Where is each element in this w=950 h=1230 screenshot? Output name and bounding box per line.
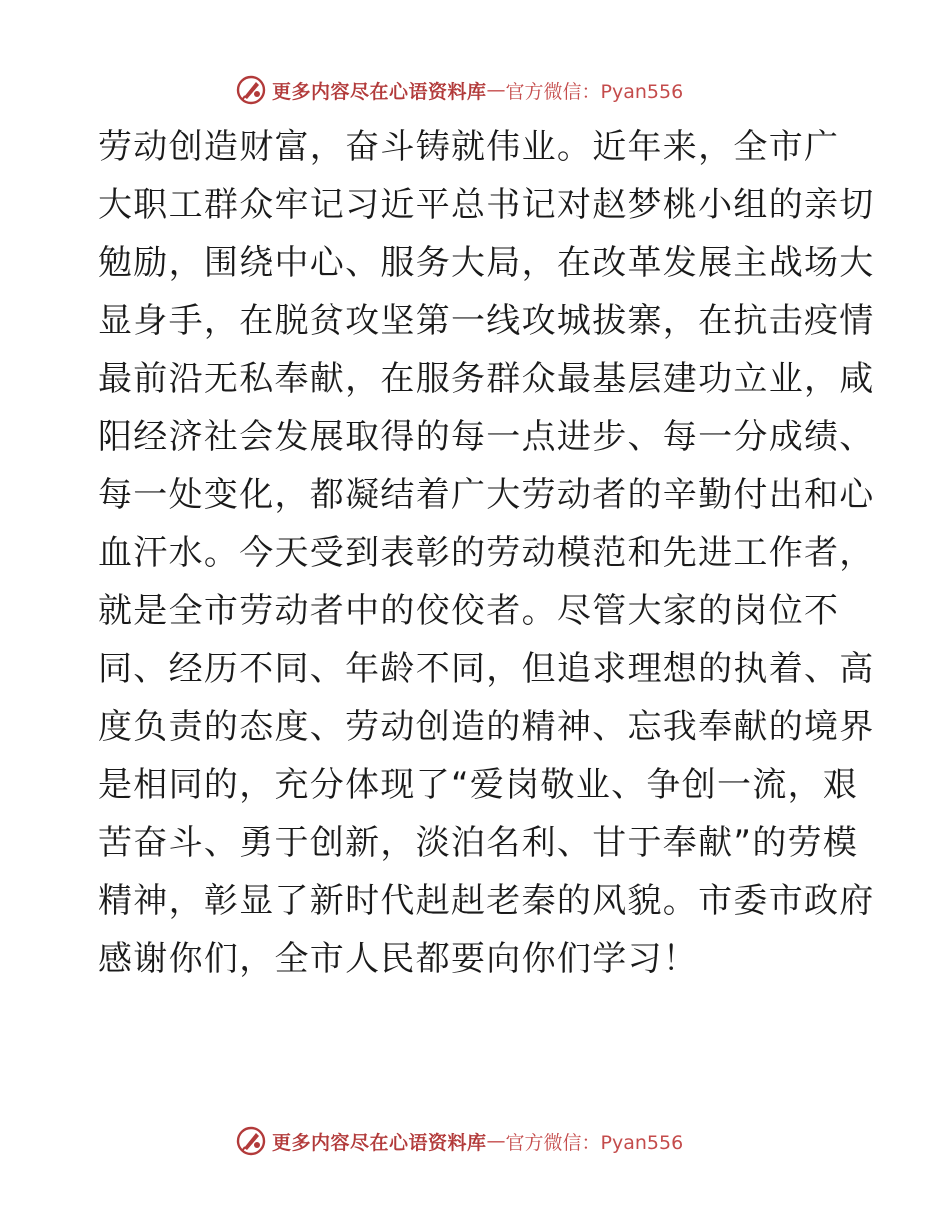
document-body xyxy=(98,118,875,988)
quill-logo-icon xyxy=(236,75,266,105)
watermark-brand: 更多内容尽在心语资料库 xyxy=(272,1131,487,1154)
body-line: 最前沿无私奉献，在服务群众最基层建功立业，咸 xyxy=(98,359,875,399)
body-line: 是相同的，充分体现了“爱岗敬业、争创一流，艰 xyxy=(98,765,859,805)
footer-watermark xyxy=(236,1124,683,1158)
body-line: 同、经历不同、年龄不同，但追求理想的执着、高 xyxy=(98,649,875,689)
body-line: 苦奋斗、勇于创新，淡泊名利、甘于奉献”的劳模 xyxy=(98,823,859,863)
body-line: 大职工群众牢记习近平总书记对赵梦桃小组的亲切 xyxy=(98,185,875,225)
body-line: 显身手，在脱贫攻坚第一线攻城拔寨，在抗击疫情 xyxy=(98,301,875,341)
watermark-contact: 官方微信：Pyan556 xyxy=(505,1131,684,1154)
body-line: 度负责的态度、劳动创造的精神、忘我奉献的境界 xyxy=(98,707,875,747)
body-line: 勉励，围绕中心、服务大局，在改革发展主战场大 xyxy=(98,243,875,283)
body-line: 阳经济社会发展取得的每一点进步、每一分成绩、 xyxy=(98,417,875,457)
watermark-separator: — xyxy=(486,1130,506,1152)
watermark-brand: 更多内容尽在心语资料库 xyxy=(272,80,487,103)
body-line: 感谢你们，全市人民都要向你们学习！ xyxy=(98,939,699,979)
header-watermark xyxy=(236,73,683,107)
body-line: 血汗水。今天受到表彰的劳动模范和先进工作者， xyxy=(98,533,875,573)
body-line: 就是全市劳动者中的佼佼者。尽管大家的岗位不 xyxy=(98,591,840,631)
watermark-separator: — xyxy=(486,79,506,101)
body-line: 劳动创造财富，奋斗铸就伟业。近年来，全市广 xyxy=(98,127,840,167)
quill-logo-icon xyxy=(236,1126,266,1156)
body-line: 精神，彰显了新时代赳赳老秦的风貌。市委市政府 xyxy=(98,881,875,921)
body-line: 每一处变化，都凝结着广大劳动者的辛勤付出和心 xyxy=(98,475,875,515)
watermark-contact: 官方微信：Pyan556 xyxy=(505,80,684,103)
